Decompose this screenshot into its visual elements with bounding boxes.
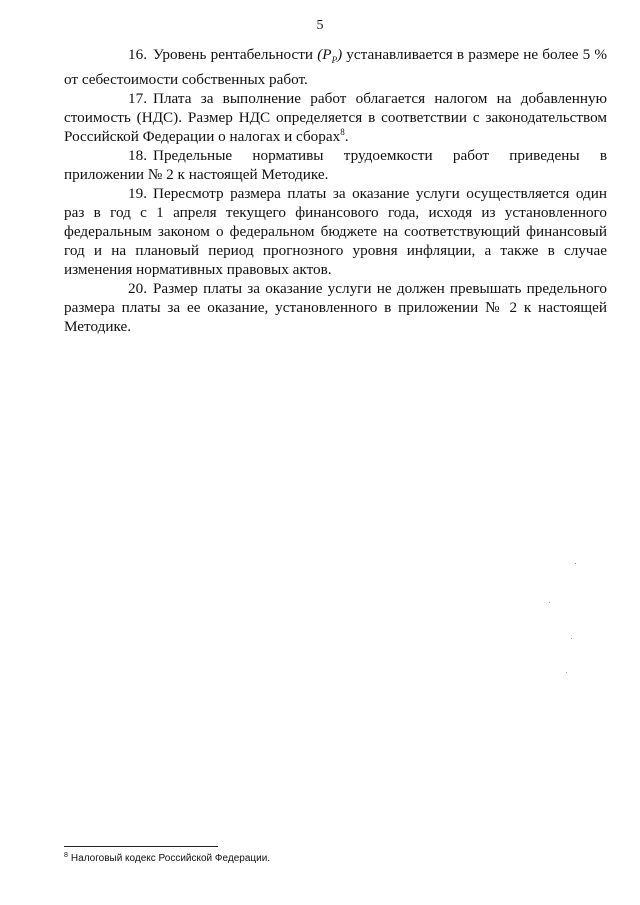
paragraph-text: Уровень рентабельности (152, 46, 318, 63)
paragraph-19 (64, 184, 607, 279)
paragraph-text-end: . (344, 128, 349, 146)
scan-speck (575, 563, 576, 564)
scan-speck (571, 638, 572, 639)
paragraph-text: Плата за выполнение работ облагается налогом на добавленную стоимость (НДС). Размер НДС определяется в соответствии с законодательством Российской Федерации о налогах и сборах (64, 90, 607, 146)
paragraph-text: Пересмотр размера платы за оказание услуги осуществляется один раз в год с 1 апреля текущего финансового года, исходя из установленного федеральным законом о федеральном бюджете на соответствующий финансовый год и на плановый период прогнозного уровня инфляции, а также в случае изменения нормативных правовых актов. (64, 185, 607, 279)
paragraph-text-continued: устанавливается в размере не более 5 % от себестоимости собственных работ. (64, 46, 608, 89)
paragraph-20 (64, 279, 607, 336)
paragraph-18 (64, 146, 607, 184)
page-number: 5 (316, 18, 324, 33)
paragraph-number: 20. (128, 280, 147, 298)
footnote-reference: 8 (340, 126, 345, 137)
paragraph-text: Предельные нормативы трудоемкости работ приведены в приложении № 2 к настоящей Методике. (64, 147, 607, 184)
profitability-formula (317, 46, 343, 66)
paragraph-number: 17. (128, 90, 147, 108)
formula-subscript: P (331, 55, 338, 66)
document-body (64, 45, 607, 336)
formula-close: ) (337, 46, 343, 63)
footnote (64, 853, 270, 865)
footnote-separator (64, 846, 218, 847)
paragraph-16 (64, 45, 607, 89)
formula-symbol: (P (317, 46, 332, 63)
paragraph-number: 16. (128, 46, 147, 63)
paragraph-text: Размер платы за оказание услуги не должен превышать предельного размера платы за ее оказание, установленного в приложении № 2 к настоящей Методике. (64, 280, 607, 336)
paragraph-number: 18. (128, 147, 147, 165)
paragraph-17 (64, 89, 607, 146)
footnote-text: Налоговый кодекс Российской Федерации. (70, 853, 271, 864)
paragraph-number: 19. (128, 185, 147, 203)
footnote-mark: 8 (64, 851, 68, 859)
scan-speck (566, 672, 567, 673)
scan-speck (549, 602, 550, 603)
